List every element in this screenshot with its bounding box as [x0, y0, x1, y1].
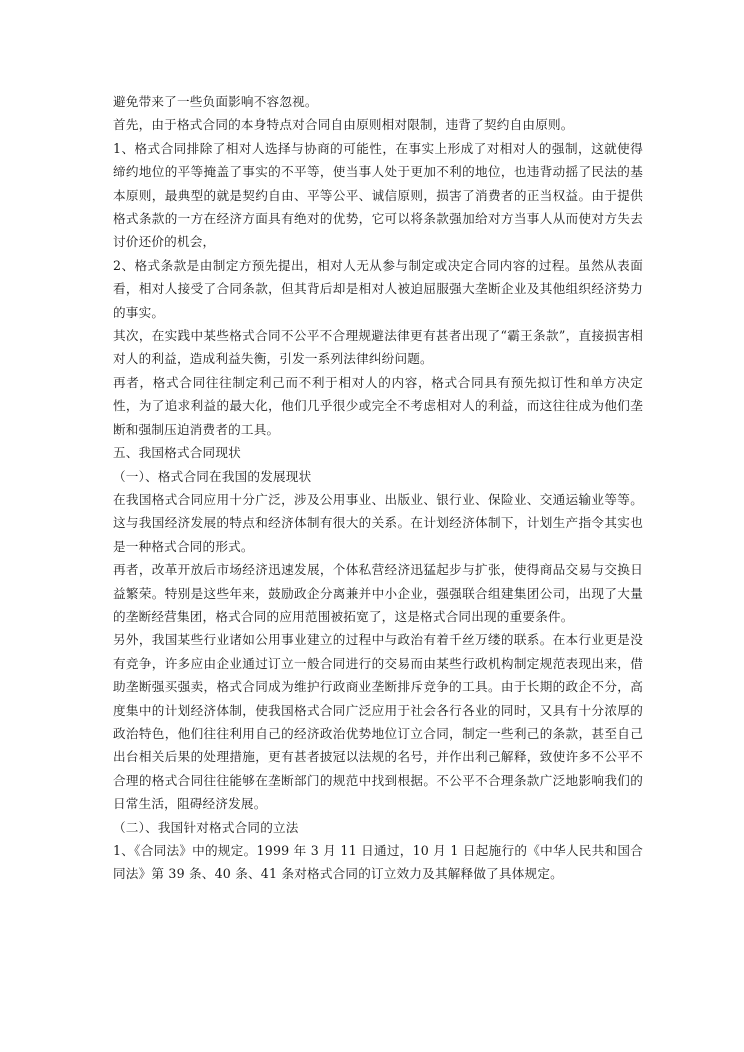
subsection-heading-2: （二）、我国针对格式合同的立法 [113, 819, 299, 835]
paragraph-industries: 另外，我国某些行业诸如公用事业建立的过程中与政治有着千丝万缕的联系。在本行业更是没有竞争，许多应由企业通过订立一般合同进行的交易而由某些行政机构制定规范表现出来，借助垄断强买强卖，格式合同成为维护行政商业垄断排斥竞争的工具。由于长期的政企不分，高度集中的计划经济体制，使我国格式合同广泛应用于社会各行各业的同时，又具有十分浓厚的政治特色，他们往往利用自己的经济政治优势地位订立合同，制定一些利己的条款，甚至自己出台相关后果的处理措施，更有甚者披冠以法规的名号，并作出利己解释，致使许多不公平不合理的格式合同往往能够在垄断部门的规范中找到根据。不公平不合理条款广泛地影响我们的日常生活，阻碍经济发展。 [113, 632, 643, 812]
paragraph-development: 在我国格式合同应用十分广泛，涉及公用事业、出版业、银行业、保险业、交通运输业等等。这与我国经济发展的特点和经济体制有很大的关系。在计划经济体制下，计划生产指令其实也是一种格式合同的形式。 [113, 491, 643, 554]
section-heading-5: 五、我国格式合同现状 [113, 445, 241, 461]
paragraph-item-2: 2、格式条款是由制定方预先提出，相对人无从参与制定或决定合同内容的过程。虽然从表面看，相对人接受了合同条款，但其背后却是相对人被迫屈服强大垄断企业及其他组织经济势力的事实。 [113, 257, 643, 320]
paragraph-first-point: 首先，由于格式合同的本身特点对合同自由原则相对限制，违背了契约自由原则。 [113, 117, 574, 133]
document-body [113, 90, 643, 886]
paragraph-third-point: 再者，格式合同往往制定利己而不利于相对人的内容，格式合同具有预先拟订性和单方决定性，为了追求利益的最大化，他们几乎很少或完全不考虑相对人的利益，而这往往成为他们垄断和强制压迫消费者的工具。 [113, 374, 643, 437]
subsection-heading-1: （一）、格式合同在我国的发展现状 [113, 468, 312, 484]
paragraph-item-1: 1、格式合同排除了相对人选择与协商的可能性，在事实上形成了对相对人的强制，这就使得缔约地位的平等掩盖了事实的不平等，使当事人处于更加不利的地位，也违背动摇了民法的基本原则，最典型的就是契约自由、平等公平、诚信原则，损害了消费者的正当权益。由于提供格式条款的一方在经济方面具有绝对的优势，它可以将条款强加给对方当事人从而使对方失去讨价还价的机会， [113, 140, 643, 250]
paragraph-continuation: 避免带来了一些负面影响不容忽视。 [113, 94, 318, 109]
paragraph-contract-law: 1、《合同法》中的规定。1999 年 3 月 11 日通过，10 月 1 日起施行的《中华人民共和国合同法》第 39 条、40 条、41 条对格式合同的订立效力及其解释做了具体规定。 [113, 843, 643, 882]
paragraph-second-point: 其次，在实践中某些格式合同不公平不合理规避法律更有甚者出现了“霸王条款”，直接损害相对人的利益，造成利益失衡，引发一系列法律纠纷问题。 [113, 328, 643, 367]
paragraph-reform: 再者，改革开放后市场经济迅速发展，个体私营经济迅猛起步与扩张，使得商品交易与交换日益繁荣。特别是这些年来，鼓励政企分离兼并中小企业，强强联合组建集团公司，出现了大量的垄断经营集团，格式合同的应用范围被拓宽了，这是格式合同出现的重要条件。 [113, 562, 643, 624]
